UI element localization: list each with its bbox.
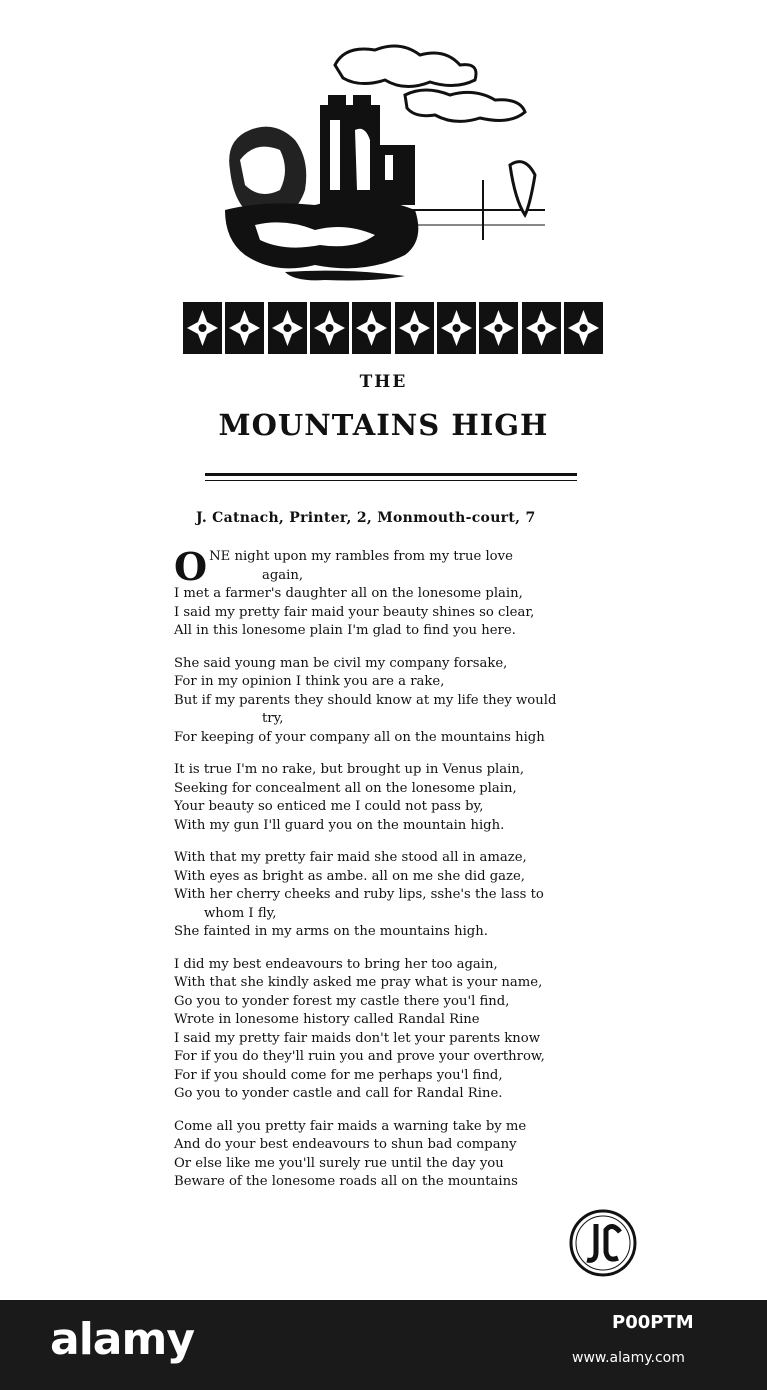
verse-line: She fainted in my arms on the mountains high.	[174, 924, 488, 939]
verse-line: again,	[262, 567, 304, 583]
verse-line: Wrote in lonesome history called Randal Rine	[174, 1012, 480, 1027]
printer-monogram	[568, 1208, 638, 1278]
verse-line: I said my pretty fair maids don't let your parents know	[174, 1030, 541, 1046]
verse	[174, 544, 614, 641]
verse-line: whom I fly,	[204, 905, 277, 921]
verse-line: I did my best endeavours to bring her too again,	[174, 956, 498, 972]
verse	[174, 956, 614, 1104]
verses	[174, 544, 614, 1192]
song-title: MOUNTAINS HIGH	[218, 408, 549, 442]
verse-line: It is true I'm no rake, but brought up in Venus plain,	[174, 762, 525, 777]
verse-line: With eyes as bright as ambe. all on me she did gaze,	[174, 868, 525, 884]
verse-line: All in this lonesome plain I'm glad to find you here.	[174, 623, 516, 638]
verse-line: Or else like me you'll surely rue until the day you	[174, 1155, 504, 1171]
verse-line: And do your best endeavours to shun bad company	[174, 1137, 517, 1152]
verse-line: I met a farmer's daughter all on the lonesome plain,	[174, 586, 523, 601]
verse-line: With her cherry cheeks and ruby lips, sshe's the lass to	[174, 887, 544, 902]
ornament-block	[268, 302, 307, 354]
verse-line: She said young man be civil my company forsake,	[174, 655, 508, 671]
verse-line: For if you do they'll ruin you and prove your overthrow,	[174, 1049, 545, 1064]
ornament-block	[310, 302, 349, 354]
ornament-block	[183, 302, 222, 354]
ornament-block	[395, 302, 434, 354]
title-rule-thin	[205, 480, 577, 481]
verse-line: For if you should come for me perhaps you'l find,	[174, 1067, 503, 1083]
ornament-block	[225, 302, 264, 354]
ornament-block	[437, 302, 476, 354]
ornament-block	[564, 302, 603, 354]
watermark-logo: alamy	[50, 1314, 194, 1365]
title-prefix: THE	[359, 372, 408, 392]
verse-line: With my gun I'll guard you on the mountain high.	[174, 817, 505, 833]
ornament-block	[522, 302, 561, 354]
watermark-image-id: P00PTM	[612, 1312, 694, 1333]
verse	[174, 849, 614, 942]
verse	[174, 1118, 614, 1192]
verse-line: NE night upon my rambles from my true love	[209, 549, 513, 564]
ornament-block	[479, 302, 518, 354]
drop-capital: O	[174, 544, 208, 589]
ornament-block	[352, 302, 391, 354]
verse-line: Your beauty so enticed me I could not pass by,	[174, 799, 484, 814]
verse-line: For in my opinion I think you are a rake,	[174, 674, 445, 689]
woodcut-illustration	[225, 40, 555, 285]
watermark-url: www.alamy.com	[572, 1350, 685, 1366]
verse-line: But if my parents they should know at my life they would	[174, 692, 557, 708]
verse-line: With that my pretty fair maid she stood all in amaze,	[174, 850, 527, 865]
verse	[174, 761, 614, 835]
verse-line: I said my pretty fair maid your beauty shines so clear,	[174, 604, 535, 620]
verse-line: Seeking for concealment all on the lonesome plain,	[174, 780, 517, 796]
verse-line: Beware of the lonesome roads all on the mountains	[174, 1174, 518, 1189]
verse-line: Go you to yonder forest my castle there you'l find,	[174, 993, 510, 1009]
printer-imprint: J. Catnach, Printer, 2, Monmouth-court, 7	[196, 510, 536, 526]
ornamental-border	[183, 302, 603, 354]
verse-line: try,	[262, 711, 284, 726]
verse-line: Go you to yonder castle and call for Randal Rine.	[174, 1086, 503, 1101]
verse-line: Come all you pretty fair maids a warning take by me	[174, 1118, 527, 1134]
verse-line: With that she kindly asked me pray what is your name,	[174, 975, 543, 990]
verse	[174, 655, 614, 748]
verse-line: For keeping of your company all on the mountains high	[174, 729, 545, 745]
title-rule	[205, 473, 577, 476]
